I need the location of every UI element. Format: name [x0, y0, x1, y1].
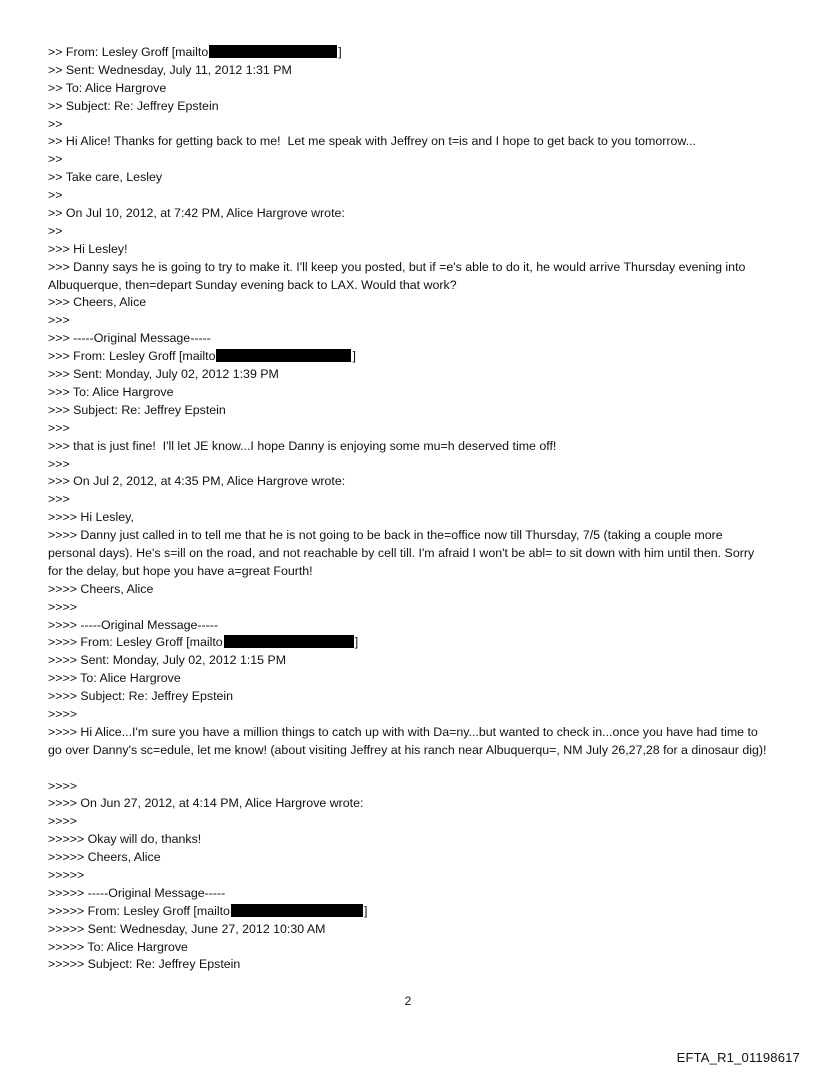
- email-line-text: >>>: [48, 492, 70, 507]
- email-line: [48, 473, 772, 491]
- email-line: [48, 259, 772, 295]
- email-line: [48, 456, 772, 474]
- email-line-text: >>>>> Subject: Re: Jeffrey Epstein: [48, 957, 241, 972]
- email-line: [48, 956, 772, 974]
- email-line-suffix: ]: [354, 635, 359, 650]
- email-line-text: >>> Subject: Re: Jeffrey Epstein: [48, 402, 226, 417]
- email-line-text: >>>> Cheers, Alice: [48, 581, 154, 596]
- email-line: [48, 223, 772, 241]
- email-line: [48, 724, 772, 778]
- email-line: [48, 80, 772, 98]
- email-line: [48, 688, 772, 706]
- email-line: [48, 509, 772, 527]
- email-line-text: >>>> Hi Lesley,: [48, 510, 134, 525]
- email-line: [48, 617, 772, 635]
- email-line-text: >>>>: [48, 599, 77, 614]
- email-line-text: >>>> Sent: Monday, July 02, 2012 1:15 PM: [48, 653, 287, 668]
- page-number: 2: [404, 994, 412, 1008]
- email-line: [48, 169, 772, 187]
- email-line-text: >>>>>: [48, 868, 85, 883]
- email-line: [48, 402, 772, 420]
- email-line-text: >>>>: [48, 814, 77, 829]
- email-line-text: >>> To: Alice Hargrove: [48, 384, 174, 399]
- email-line: [48, 652, 772, 670]
- email-line-prefix: >> From: Lesley Groff [mailto: [48, 45, 209, 59]
- email-line-suffix: ]: [338, 45, 342, 59]
- email-line-text: >>> Danny says he is going to try to make it. I'll keep you posted, but if =e's able to do it, he would arrive Thursday evening into Albuquerque, then=depart Sunday evening back to LAX. Would that work?: [48, 259, 746, 292]
- email-line-text: >>>>> To: Alice Hargrove: [48, 939, 188, 954]
- email-line-text: >>> Sent: Monday, July 02, 2012 1:39 PM: [48, 367, 279, 382]
- email-line-text: >>>>> Cheers, Alice: [48, 850, 161, 865]
- email-line-text: >>>> -----Original Message-----: [48, 617, 219, 632]
- redaction-bar: [224, 635, 354, 648]
- email-line-text: >> Subject: Re: Jeffrey Epstein: [48, 98, 219, 113]
- email-line: [48, 581, 772, 599]
- email-line-text: >>> Hi Lesley!: [48, 241, 128, 256]
- email-line: [48, 921, 772, 939]
- email-line-prefix: >>>>> From: Lesley Groff [mailto: [48, 903, 230, 918]
- email-line-text: >>>: [48, 420, 70, 435]
- email-line-text: >>>> Danny just called in to tell me that he is not going to be back in the=office now till Thursday, 7/5 (taking a couple more personal days). He's s=ill on the road, and not reachable by cell till. I'm afraid I won't be abl= to sit down with him until then. Sorry for the delay, but hope you have a=great Fourth!: [48, 528, 755, 578]
- email-line-text: >>> On Jul 2, 2012, at 4:35 PM, Alice Hargrove wrote:: [48, 474, 346, 489]
- email-line-text: >> On Jul 10, 2012, at 7:42 PM, Alice Hargrove wrote:: [48, 206, 345, 221]
- email-line-text: >>>: [48, 456, 70, 471]
- email-line-text: >>: [48, 116, 63, 131]
- email-line: [48, 438, 772, 456]
- email-line: [48, 116, 772, 134]
- email-line-text: >> To: Alice Hargrove: [48, 80, 167, 95]
- email-line: [48, 491, 772, 509]
- document-id-stamp: EFTA_R1_01198617: [676, 1050, 800, 1065]
- email-thread-body: [48, 44, 772, 974]
- email-line-text: >>>>> Okay will do, thanks!: [48, 832, 202, 847]
- email-line: [48, 831, 772, 849]
- redaction-bar: [216, 349, 351, 362]
- email-line-suffix: ]: [363, 903, 368, 918]
- email-line-text: >>>> On Jun 27, 2012, at 4:14 PM, Alice Hargrove wrote:: [48, 796, 364, 811]
- email-line: [48, 778, 772, 796]
- email-line-text: >>> Cheers, Alice: [48, 295, 147, 310]
- email-line: [48, 849, 772, 867]
- email-line: [48, 133, 772, 151]
- email-line-text: >> Hi Alice! Thanks for getting back to me! Let me speak with Jeffrey on t=is and I hope to get back to you tomorrow...: [48, 134, 696, 149]
- email-line: [48, 384, 772, 402]
- email-line: [48, 312, 772, 330]
- email-line: [48, 294, 772, 312]
- email-line-prefix: >>>> From: Lesley Groff [mailto: [48, 635, 223, 650]
- email-line-text: >>>>: [48, 778, 77, 793]
- email-line: [48, 903, 772, 921]
- email-line-text: >>: [48, 188, 63, 203]
- email-line-text: >> Sent: Wednesday, July 11, 2012 1:31 PM: [48, 62, 292, 77]
- email-line: [48, 867, 772, 885]
- email-line: [48, 348, 772, 366]
- email-line-text: >>>>: [48, 706, 77, 721]
- email-line-text: >>>> Subject: Re: Jeffrey Epstein: [48, 689, 234, 704]
- email-line-text: >>>>> Sent: Wednesday, June 27, 2012 10:30 AM: [48, 921, 326, 936]
- email-line: [48, 241, 772, 259]
- email-line-text: >>>> To: Alice Hargrove: [48, 671, 181, 686]
- email-line: [48, 706, 772, 724]
- email-line-text: >>>>> -----Original Message-----: [48, 885, 226, 900]
- redaction-bar: [231, 904, 363, 917]
- email-line: [48, 98, 772, 116]
- email-line: [48, 205, 772, 223]
- email-line-suffix: ]: [352, 349, 356, 364]
- email-line-text: >>> -----Original Message-----: [48, 331, 211, 346]
- email-line: [48, 330, 772, 348]
- email-line: [48, 151, 772, 169]
- email-line: [48, 44, 772, 62]
- email-line: [48, 634, 772, 652]
- email-line-text: >>> that is just fine! I'll let JE know...I hope Danny is enjoying some mu=h deserved time off!: [48, 438, 557, 453]
- email-line: [48, 187, 772, 205]
- email-line: [48, 599, 772, 617]
- email-line: [48, 366, 772, 384]
- redaction-bar: [209, 45, 337, 58]
- email-line: [48, 527, 772, 581]
- email-line-text: >>: [48, 223, 63, 238]
- email-line-text: >>>: [48, 313, 70, 328]
- email-line: [48, 420, 772, 438]
- email-line: [48, 670, 772, 688]
- email-line: [48, 62, 772, 80]
- email-line-text: >> Take care, Lesley: [48, 170, 163, 185]
- email-line-text: >>: [48, 152, 63, 167]
- email-line: [48, 795, 772, 813]
- email-line: [48, 813, 772, 831]
- email-line-prefix: >>> From: Lesley Groff [mailto: [48, 349, 216, 364]
- email-line: [48, 939, 772, 957]
- email-line-text: >>>> Hi Alice...I'm sure you have a million things to catch up with with Da=ny...but wanted to check in...once you have had time to go over Danny's sc=edule, let me know! (about visiting Jeffrey at his ranch near Albuquerqu=, NM July 26,27,28 for a dinosaur dig)!: [48, 724, 767, 757]
- email-line: [48, 885, 772, 903]
